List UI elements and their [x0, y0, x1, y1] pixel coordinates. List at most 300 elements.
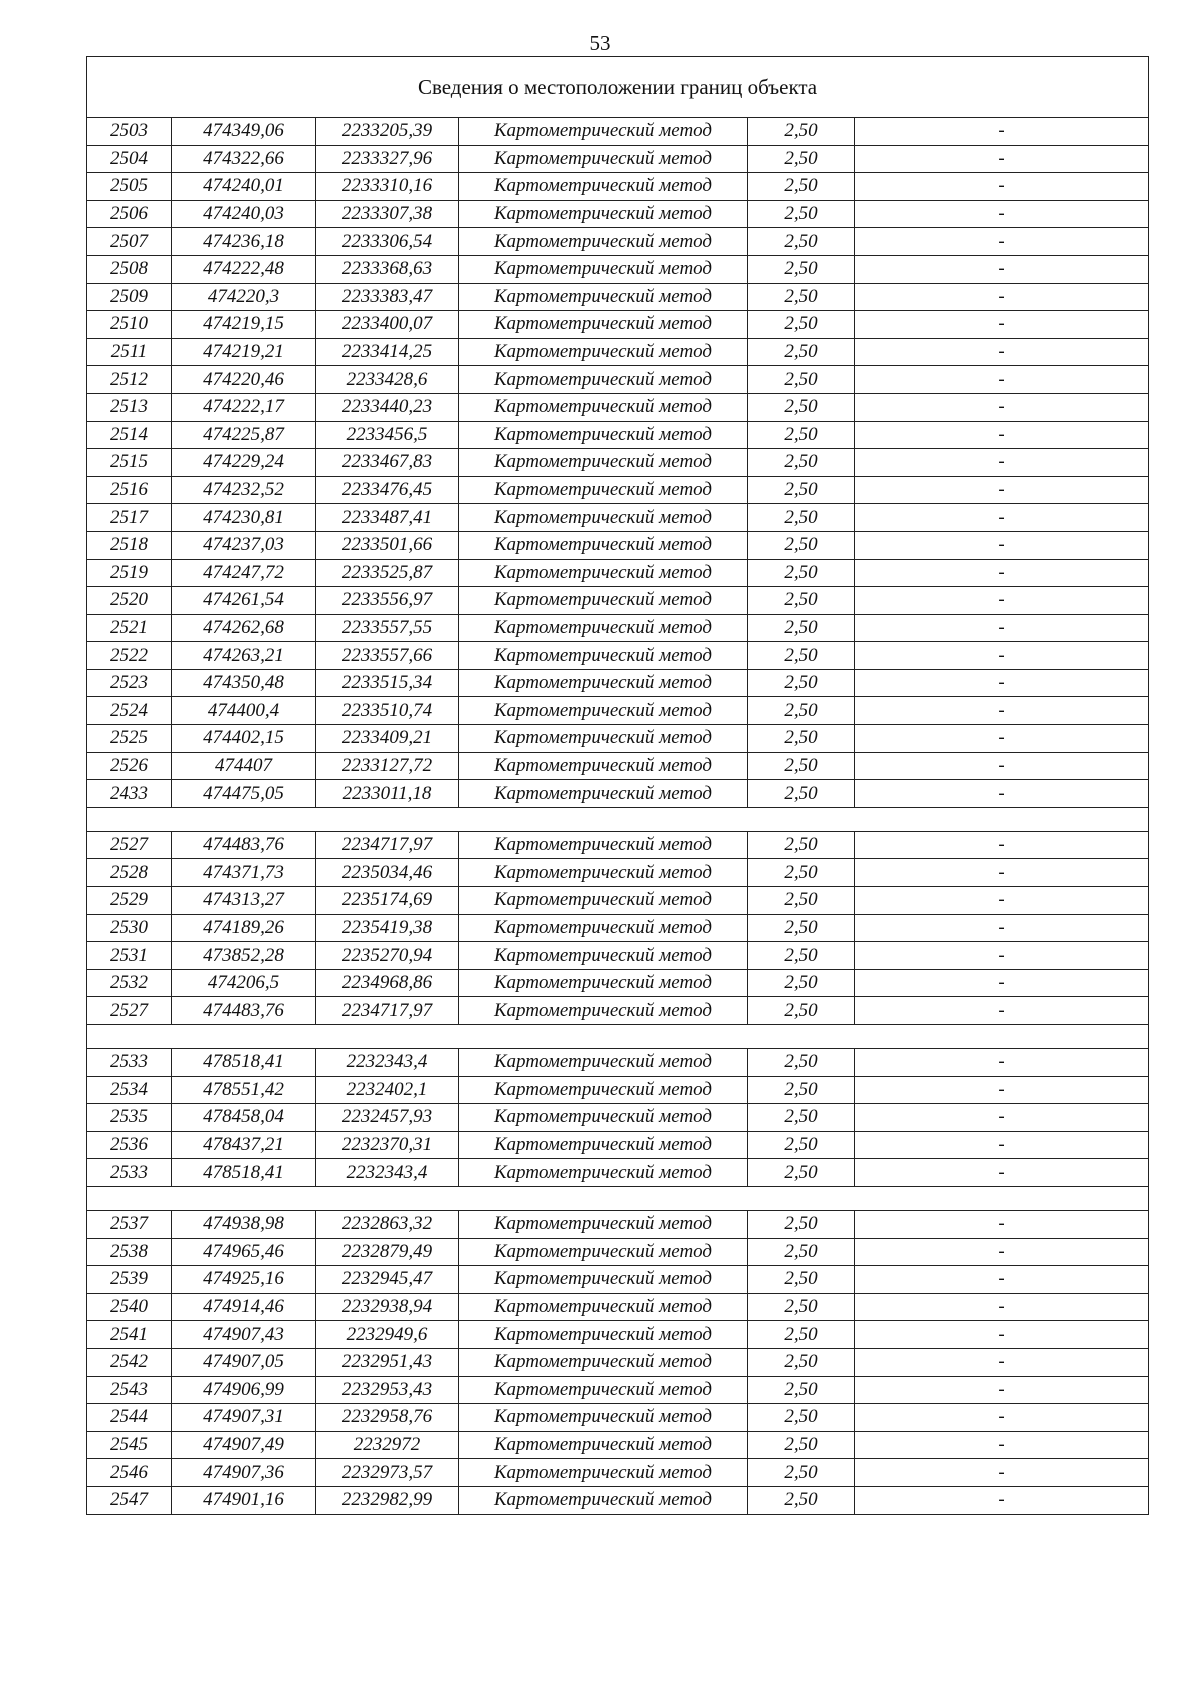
- point-number-cell: 2524: [87, 697, 172, 725]
- separator-cell: [87, 807, 1149, 831]
- table-row: [87, 587, 1149, 615]
- point-number-cell: 2546: [87, 1459, 172, 1487]
- x-coordinate-cell: 474247,72: [172, 559, 316, 587]
- x-coordinate-cell: 474230,81: [172, 504, 316, 532]
- table-row: [87, 1076, 1149, 1104]
- accuracy-cell: 2,50: [748, 1104, 855, 1132]
- x-coordinate-cell: 474407: [172, 752, 316, 780]
- table-row: [87, 118, 1149, 146]
- y-coordinate-cell: 2233368,63: [316, 255, 459, 283]
- accuracy-cell: 2,50: [748, 1159, 855, 1187]
- x-coordinate-cell: 474225,87: [172, 421, 316, 449]
- x-coordinate-cell: 474475,05: [172, 780, 316, 808]
- x-coordinate-cell: 474229,24: [172, 449, 316, 477]
- accuracy-cell: 2,50: [748, 1459, 855, 1487]
- method-cell: Картометрический метод: [459, 1076, 748, 1104]
- description-cell: -: [855, 1293, 1149, 1321]
- table-row: [87, 831, 1149, 859]
- description-cell: -: [855, 614, 1149, 642]
- description-cell: -: [855, 1266, 1149, 1294]
- point-number-cell: 2504: [87, 145, 172, 173]
- accuracy-cell: 2,50: [748, 997, 855, 1025]
- accuracy-cell: 2,50: [748, 887, 855, 915]
- y-coordinate-cell: 2232973,57: [316, 1459, 459, 1487]
- y-coordinate-cell: 2232343,4: [316, 1049, 459, 1077]
- method-cell: Картометрический метод: [459, 1459, 748, 1487]
- table-title: Сведения о местоположении границ объекта: [87, 57, 1149, 118]
- x-coordinate-cell: 478437,21: [172, 1131, 316, 1159]
- accuracy-cell: 2,50: [748, 587, 855, 615]
- description-cell: -: [855, 173, 1149, 201]
- accuracy-cell: 2,50: [748, 531, 855, 559]
- method-cell: Картометрический метод: [459, 859, 748, 887]
- table-row: [87, 559, 1149, 587]
- method-cell: Картометрический метод: [459, 831, 748, 859]
- table-row: [87, 642, 1149, 670]
- y-coordinate-cell: 2232402,1: [316, 1076, 459, 1104]
- x-coordinate-cell: 478518,41: [172, 1159, 316, 1187]
- method-cell: Картометрический метод: [459, 1131, 748, 1159]
- description-cell: -: [855, 1459, 1149, 1487]
- y-coordinate-cell: 2233409,21: [316, 725, 459, 753]
- point-number-cell: 2534: [87, 1076, 172, 1104]
- accuracy-cell: 2,50: [748, 200, 855, 228]
- table-row: [87, 1293, 1149, 1321]
- y-coordinate-cell: 2233525,87: [316, 559, 459, 587]
- description-cell: -: [855, 587, 1149, 615]
- method-cell: Картометрический метод: [459, 1266, 748, 1294]
- method-cell: Картометрический метод: [459, 1348, 748, 1376]
- point-number-cell: 2525: [87, 725, 172, 753]
- point-number-cell: 2533: [87, 1049, 172, 1077]
- y-coordinate-cell: 2233011,18: [316, 780, 459, 808]
- point-number-cell: 2532: [87, 969, 172, 997]
- y-coordinate-cell: 2233556,97: [316, 587, 459, 615]
- description-cell: -: [855, 1321, 1149, 1349]
- table-row: [87, 173, 1149, 201]
- point-number-cell: 2531: [87, 942, 172, 970]
- table-row: [87, 1159, 1149, 1187]
- point-number-cell: 2527: [87, 831, 172, 859]
- description-cell: -: [855, 725, 1149, 753]
- description-cell: -: [855, 1210, 1149, 1238]
- description-cell: -: [855, 228, 1149, 256]
- separator-cell: [87, 1186, 1149, 1210]
- x-coordinate-cell: 474907,43: [172, 1321, 316, 1349]
- table-row: [87, 421, 1149, 449]
- y-coordinate-cell: 2232938,94: [316, 1293, 459, 1321]
- point-number-cell: 2513: [87, 393, 172, 421]
- point-number-cell: 2523: [87, 669, 172, 697]
- accuracy-cell: 2,50: [748, 1266, 855, 1294]
- description-cell: -: [855, 1131, 1149, 1159]
- description-cell: -: [855, 1049, 1149, 1077]
- point-number-cell: 2544: [87, 1404, 172, 1432]
- point-number-cell: 2512: [87, 366, 172, 394]
- method-cell: Картометрический метод: [459, 997, 748, 1025]
- table-row: [87, 228, 1149, 256]
- description-cell: -: [855, 1376, 1149, 1404]
- y-coordinate-cell: 2232457,93: [316, 1104, 459, 1132]
- accuracy-cell: 2,50: [748, 1049, 855, 1077]
- accuracy-cell: 2,50: [748, 393, 855, 421]
- method-cell: Картометрический метод: [459, 969, 748, 997]
- y-coordinate-cell: 2232370,31: [316, 1131, 459, 1159]
- y-coordinate-cell: 2235419,38: [316, 914, 459, 942]
- description-cell: -: [855, 1486, 1149, 1514]
- accuracy-cell: 2,50: [748, 642, 855, 670]
- page-number: 53: [589, 31, 611, 55]
- method-cell: Картометрический метод: [459, 1486, 748, 1514]
- method-cell: Картометрический метод: [459, 366, 748, 394]
- description-cell: -: [855, 145, 1149, 173]
- x-coordinate-cell: 474925,16: [172, 1266, 316, 1294]
- y-coordinate-cell: 2232879,49: [316, 1238, 459, 1266]
- y-coordinate-cell: 2233428,6: [316, 366, 459, 394]
- point-number-cell: 2517: [87, 504, 172, 532]
- table-row: [87, 476, 1149, 504]
- table-row: [87, 752, 1149, 780]
- method-cell: Картометрический метод: [459, 228, 748, 256]
- y-coordinate-cell: 2235174,69: [316, 887, 459, 915]
- point-number-cell: 2510: [87, 311, 172, 339]
- accuracy-cell: 2,50: [748, 173, 855, 201]
- description-cell: -: [855, 887, 1149, 915]
- method-cell: Картометрический метод: [459, 476, 748, 504]
- table-row: [87, 311, 1149, 339]
- accuracy-cell: 2,50: [748, 1210, 855, 1238]
- point-number-cell: 2540: [87, 1293, 172, 1321]
- accuracy-cell: 2,50: [748, 1404, 855, 1432]
- y-coordinate-cell: 2233440,23: [316, 393, 459, 421]
- point-number-cell: 2508: [87, 255, 172, 283]
- x-coordinate-cell: 474220,46: [172, 366, 316, 394]
- method-cell: Картометрический метод: [459, 173, 748, 201]
- x-coordinate-cell: 474371,73: [172, 859, 316, 887]
- y-coordinate-cell: 2233306,54: [316, 228, 459, 256]
- y-coordinate-cell: 2233414,25: [316, 338, 459, 366]
- method-cell: Картометрический метод: [459, 118, 748, 146]
- table-title-row: [87, 57, 1149, 118]
- y-coordinate-cell: 2232945,47: [316, 1266, 459, 1294]
- table-row: [87, 887, 1149, 915]
- y-coordinate-cell: 2235034,46: [316, 859, 459, 887]
- description-cell: -: [855, 476, 1149, 504]
- description-cell: -: [855, 200, 1149, 228]
- method-cell: Картометрический метод: [459, 145, 748, 173]
- accuracy-cell: 2,50: [748, 752, 855, 780]
- point-number-cell: 2511: [87, 338, 172, 366]
- x-coordinate-cell: 474322,66: [172, 145, 316, 173]
- point-number-cell: 2503: [87, 118, 172, 146]
- table-row: [87, 1348, 1149, 1376]
- accuracy-cell: 2,50: [748, 449, 855, 477]
- x-coordinate-cell: 474219,21: [172, 338, 316, 366]
- table-body: [87, 57, 1149, 1515]
- boundary-coordinates-table: [86, 56, 1149, 1515]
- y-coordinate-cell: 2233487,41: [316, 504, 459, 532]
- description-cell: -: [855, 1104, 1149, 1132]
- x-coordinate-cell: 474232,52: [172, 476, 316, 504]
- method-cell: Картометрический метод: [459, 669, 748, 697]
- table-row: [87, 393, 1149, 421]
- method-cell: Картометрический метод: [459, 1321, 748, 1349]
- point-number-cell: 2545: [87, 1431, 172, 1459]
- point-number-cell: 2535: [87, 1104, 172, 1132]
- accuracy-cell: 2,50: [748, 228, 855, 256]
- y-coordinate-cell: 2232972: [316, 1431, 459, 1459]
- accuracy-cell: 2,50: [748, 504, 855, 532]
- method-cell: Картометрический метод: [459, 1159, 748, 1187]
- x-coordinate-cell: 474189,26: [172, 914, 316, 942]
- table-row: [87, 449, 1149, 477]
- y-coordinate-cell: 2234968,86: [316, 969, 459, 997]
- table-row: [87, 366, 1149, 394]
- point-number-cell: 2536: [87, 1131, 172, 1159]
- method-cell: Картометрический метод: [459, 1404, 748, 1432]
- x-coordinate-cell: 474907,31: [172, 1404, 316, 1432]
- y-coordinate-cell: 2232958,76: [316, 1404, 459, 1432]
- method-cell: Картометрический метод: [459, 393, 748, 421]
- point-number-cell: 2543: [87, 1376, 172, 1404]
- description-cell: -: [855, 504, 1149, 532]
- x-coordinate-cell: 474349,06: [172, 118, 316, 146]
- x-coordinate-cell: 474402,15: [172, 725, 316, 753]
- y-coordinate-cell: 2234717,97: [316, 831, 459, 859]
- point-number-cell: 2514: [87, 421, 172, 449]
- y-coordinate-cell: 2233205,39: [316, 118, 459, 146]
- accuracy-cell: 2,50: [748, 1321, 855, 1349]
- y-coordinate-cell: 2233127,72: [316, 752, 459, 780]
- accuracy-cell: 2,50: [748, 725, 855, 753]
- description-cell: -: [855, 642, 1149, 670]
- method-cell: Картометрический метод: [459, 1049, 748, 1077]
- method-cell: Картометрический метод: [459, 1431, 748, 1459]
- description-cell: -: [855, 1238, 1149, 1266]
- description-cell: -: [855, 942, 1149, 970]
- method-cell: Картометрический метод: [459, 1376, 748, 1404]
- accuracy-cell: 2,50: [748, 1076, 855, 1104]
- y-coordinate-cell: 2233557,55: [316, 614, 459, 642]
- contour-separator-row: [87, 807, 1149, 831]
- point-number-cell: 2539: [87, 1266, 172, 1294]
- description-cell: -: [855, 283, 1149, 311]
- x-coordinate-cell: 474907,05: [172, 1348, 316, 1376]
- accuracy-cell: 2,50: [748, 1431, 855, 1459]
- method-cell: Картометрический метод: [459, 311, 748, 339]
- method-cell: Картометрический метод: [459, 421, 748, 449]
- x-coordinate-cell: 474240,03: [172, 200, 316, 228]
- description-cell: -: [855, 393, 1149, 421]
- point-number-cell: 2527: [87, 997, 172, 1025]
- x-coordinate-cell: 474938,98: [172, 1210, 316, 1238]
- x-coordinate-cell: 474206,5: [172, 969, 316, 997]
- y-coordinate-cell: 2233310,16: [316, 173, 459, 201]
- table-row: [87, 1404, 1149, 1432]
- accuracy-cell: 2,50: [748, 145, 855, 173]
- description-cell: -: [855, 366, 1149, 394]
- y-coordinate-cell: 2233557,66: [316, 642, 459, 670]
- x-coordinate-cell: 478518,41: [172, 1049, 316, 1077]
- table-row: [87, 780, 1149, 808]
- x-coordinate-cell: 474220,3: [172, 283, 316, 311]
- point-number-cell: 2506: [87, 200, 172, 228]
- method-cell: Картометрический метод: [459, 531, 748, 559]
- accuracy-cell: 2,50: [748, 914, 855, 942]
- y-coordinate-cell: 2232949,6: [316, 1321, 459, 1349]
- point-number-cell: 2515: [87, 449, 172, 477]
- y-coordinate-cell: 2235270,94: [316, 942, 459, 970]
- table-row: [87, 969, 1149, 997]
- point-number-cell: 2516: [87, 476, 172, 504]
- description-cell: -: [855, 118, 1149, 146]
- x-coordinate-cell: 474907,36: [172, 1459, 316, 1487]
- accuracy-cell: 2,50: [748, 1486, 855, 1514]
- table-row: [87, 1049, 1149, 1077]
- accuracy-cell: 2,50: [748, 338, 855, 366]
- table-row: [87, 283, 1149, 311]
- point-number-cell: 2530: [87, 914, 172, 942]
- x-coordinate-cell: 474313,27: [172, 887, 316, 915]
- contour-separator-row: [87, 1186, 1149, 1210]
- x-coordinate-cell: 474237,03: [172, 531, 316, 559]
- point-number-cell: 2538: [87, 1238, 172, 1266]
- description-cell: -: [855, 449, 1149, 477]
- point-number-cell: 2542: [87, 1348, 172, 1376]
- accuracy-cell: 2,50: [748, 311, 855, 339]
- accuracy-cell: 2,50: [748, 118, 855, 146]
- description-cell: -: [855, 697, 1149, 725]
- accuracy-cell: 2,50: [748, 1131, 855, 1159]
- accuracy-cell: 2,50: [748, 697, 855, 725]
- accuracy-cell: 2,50: [748, 942, 855, 970]
- description-cell: -: [855, 1404, 1149, 1432]
- table-row: [87, 531, 1149, 559]
- point-number-cell: 2522: [87, 642, 172, 670]
- table-row: [87, 255, 1149, 283]
- description-cell: -: [855, 914, 1149, 942]
- point-number-cell: 2519: [87, 559, 172, 587]
- method-cell: Картометрический метод: [459, 725, 748, 753]
- accuracy-cell: 2,50: [748, 421, 855, 449]
- y-coordinate-cell: 2233515,34: [316, 669, 459, 697]
- method-cell: Картометрический метод: [459, 780, 748, 808]
- x-coordinate-cell: 474483,76: [172, 831, 316, 859]
- x-coordinate-cell: 474236,18: [172, 228, 316, 256]
- table-row: [87, 1376, 1149, 1404]
- table-row: [87, 669, 1149, 697]
- method-cell: Картометрический метод: [459, 697, 748, 725]
- y-coordinate-cell: 2233327,96: [316, 145, 459, 173]
- x-coordinate-cell: 474222,48: [172, 255, 316, 283]
- table-row: [87, 1486, 1149, 1514]
- accuracy-cell: 2,50: [748, 255, 855, 283]
- y-coordinate-cell: 2234717,97: [316, 997, 459, 1025]
- accuracy-cell: 2,50: [748, 969, 855, 997]
- table-row: [87, 1238, 1149, 1266]
- point-number-cell: 2518: [87, 531, 172, 559]
- accuracy-cell: 2,50: [748, 1238, 855, 1266]
- x-coordinate-cell: 474262,68: [172, 614, 316, 642]
- method-cell: Картометрический метод: [459, 1238, 748, 1266]
- description-cell: -: [855, 969, 1149, 997]
- accuracy-cell: 2,50: [748, 1293, 855, 1321]
- description-cell: -: [855, 1076, 1149, 1104]
- table-row: [87, 997, 1149, 1025]
- point-number-cell: 2547: [87, 1486, 172, 1514]
- point-number-cell: 2521: [87, 614, 172, 642]
- point-number-cell: 2507: [87, 228, 172, 256]
- point-number-cell: 2529: [87, 887, 172, 915]
- table-row: [87, 942, 1149, 970]
- x-coordinate-cell: 474261,54: [172, 587, 316, 615]
- x-coordinate-cell: 474219,15: [172, 311, 316, 339]
- description-cell: -: [855, 1348, 1149, 1376]
- method-cell: Картометрический метод: [459, 255, 748, 283]
- method-cell: Картометрический метод: [459, 642, 748, 670]
- point-number-cell: 2533: [87, 1159, 172, 1187]
- method-cell: Картометрический метод: [459, 752, 748, 780]
- contour-separator-row: [87, 1025, 1149, 1049]
- y-coordinate-cell: 2232982,99: [316, 1486, 459, 1514]
- y-coordinate-cell: 2233510,74: [316, 697, 459, 725]
- method-cell: Картометрический метод: [459, 449, 748, 477]
- x-coordinate-cell: 474350,48: [172, 669, 316, 697]
- point-number-cell: 2526: [87, 752, 172, 780]
- x-coordinate-cell: 474914,46: [172, 1293, 316, 1321]
- table-row: [87, 1431, 1149, 1459]
- description-cell: -: [855, 669, 1149, 697]
- y-coordinate-cell: 2233456,5: [316, 421, 459, 449]
- description-cell: -: [855, 780, 1149, 808]
- table-row: [87, 1104, 1149, 1132]
- description-cell: -: [855, 311, 1149, 339]
- point-number-cell: 2537: [87, 1210, 172, 1238]
- y-coordinate-cell: 2233400,07: [316, 311, 459, 339]
- y-coordinate-cell: 2233307,38: [316, 200, 459, 228]
- accuracy-cell: 2,50: [748, 780, 855, 808]
- description-cell: -: [855, 1431, 1149, 1459]
- x-coordinate-cell: 474483,76: [172, 997, 316, 1025]
- y-coordinate-cell: 2232863,32: [316, 1210, 459, 1238]
- point-number-cell: 2520: [87, 587, 172, 615]
- method-cell: Картометрический метод: [459, 200, 748, 228]
- y-coordinate-cell: 2233476,45: [316, 476, 459, 504]
- accuracy-cell: 2,50: [748, 669, 855, 697]
- x-coordinate-cell: 474263,21: [172, 642, 316, 670]
- accuracy-cell: 2,50: [748, 831, 855, 859]
- table-row: [87, 1459, 1149, 1487]
- x-coordinate-cell: 478551,42: [172, 1076, 316, 1104]
- x-coordinate-cell: 474965,46: [172, 1238, 316, 1266]
- x-coordinate-cell: 474240,01: [172, 173, 316, 201]
- point-number-cell: 2505: [87, 173, 172, 201]
- table-row: [87, 697, 1149, 725]
- point-number-cell: 2528: [87, 859, 172, 887]
- accuracy-cell: 2,50: [748, 283, 855, 311]
- method-cell: Картометрический метод: [459, 504, 748, 532]
- method-cell: Картометрический метод: [459, 338, 748, 366]
- y-coordinate-cell: 2232953,43: [316, 1376, 459, 1404]
- accuracy-cell: 2,50: [748, 1348, 855, 1376]
- description-cell: -: [855, 859, 1149, 887]
- method-cell: Картометрический метод: [459, 1104, 748, 1132]
- table-row: [87, 725, 1149, 753]
- accuracy-cell: 2,50: [748, 859, 855, 887]
- method-cell: Картометрический метод: [459, 1210, 748, 1238]
- x-coordinate-cell: 473852,28: [172, 942, 316, 970]
- y-coordinate-cell: 2232951,43: [316, 1348, 459, 1376]
